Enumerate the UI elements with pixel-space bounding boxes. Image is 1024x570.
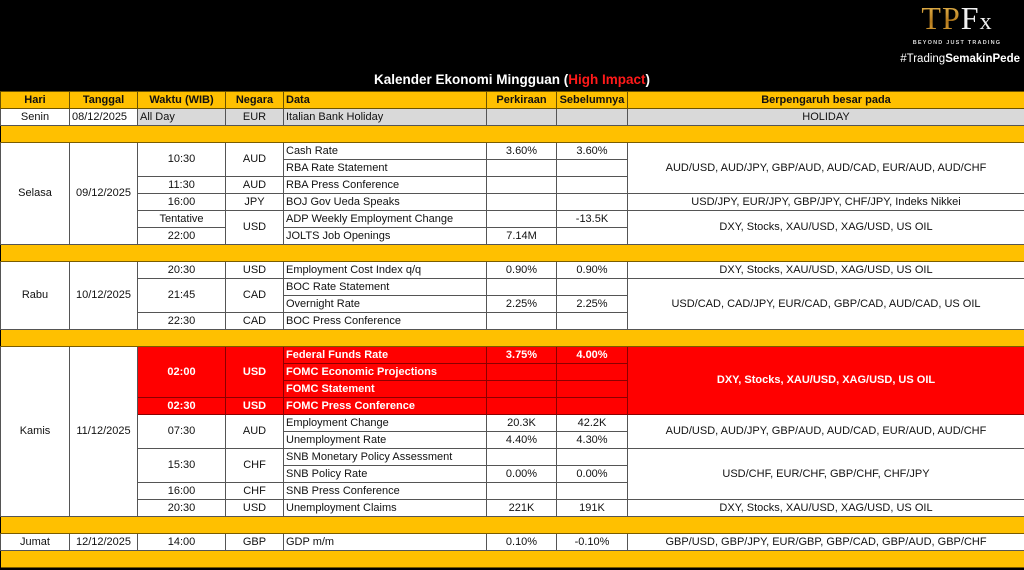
data-cell: Unemployment Claims (284, 500, 487, 517)
sebelumnya-cell: -13.5K (557, 211, 628, 228)
data-cell: BOC Rate Statement (284, 279, 487, 296)
sebelumnya-cell (557, 228, 628, 245)
col-data: Data (284, 92, 487, 109)
col-berpengaruh: Berpengaruh besar pada (628, 92, 1024, 109)
perkiraan-cell (487, 313, 557, 330)
data-cell: RBA Press Conference (284, 177, 487, 194)
table-row (1, 500, 1024, 517)
tpfx-logo (898, 2, 1016, 46)
spacer-row (1, 330, 1024, 347)
hari-cell: Senin (1, 109, 70, 126)
impact-cell: USD/CHF, EUR/CHF, GBP/CHF, CHF/JPY (628, 449, 1024, 500)
waktu-cell: 20:30 (138, 262, 226, 279)
col-sebelumnya: Sebelumnya (557, 92, 628, 109)
negara-cell: AUD (226, 143, 284, 177)
table-row (1, 211, 1024, 228)
waktu-cell: 02:30 (138, 398, 226, 415)
sebelumnya-cell (557, 483, 628, 500)
tanggal-cell: 08/12/2025 (70, 109, 138, 126)
data-cell: Employment Cost Index q/q (284, 262, 487, 279)
impact-cell: HOLIDAY (628, 109, 1024, 126)
negara-cell: GBP (226, 534, 284, 551)
sebelumnya-cell: 0.90% (557, 262, 628, 279)
logo-tp-text: TP (921, 0, 961, 36)
table-row-jumat (1, 534, 1024, 551)
impact-cell: DXY, Stocks, XAU/USD, XAG/USD, US OIL (628, 500, 1024, 517)
perkiraan-cell (487, 211, 557, 228)
perkiraan-cell: 3.60% (487, 143, 557, 160)
page-title (0, 72, 1024, 87)
negara-cell: AUD (226, 415, 284, 449)
logo-tagline: BEYOND JUST TRADING (912, 40, 1002, 46)
hashtag-prefix: #Trading (900, 53, 946, 65)
waktu-cell: 16:00 (138, 483, 226, 500)
economic-calendar-table (0, 91, 1024, 568)
negara-cell: CHF (226, 449, 284, 483)
table-row (1, 415, 1024, 432)
negara-cell: JPY (226, 194, 284, 211)
waktu-cell: 21:45 (138, 279, 226, 313)
logo-f-text: F (960, 0, 980, 36)
data-cell: Overnight Rate (284, 296, 487, 313)
sebelumnya-cell: 42.2K (557, 415, 628, 432)
table-row-high-impact (1, 347, 1024, 364)
data-cell: JOLTS Job Openings (284, 228, 487, 245)
negara-cell: CAD (226, 313, 284, 330)
data-cell: FOMC Statement (284, 381, 487, 398)
data-cell: Employment Change (284, 415, 487, 432)
data-cell: Federal Funds Rate (284, 347, 487, 364)
perkiraan-cell (487, 381, 557, 398)
waktu-cell: Tentative (138, 211, 226, 228)
perkiraan-cell: 0.00% (487, 466, 557, 483)
table-row (1, 194, 1024, 211)
sebelumnya-cell: 3.60% (557, 143, 628, 160)
sebelumnya-cell (557, 194, 628, 211)
sebelumnya-cell: 191K (557, 500, 628, 517)
title-highlight: High Impact (568, 72, 646, 87)
tanggal-cell: 11/12/2025 (70, 347, 138, 517)
sebelumnya-cell: 4.30% (557, 432, 628, 449)
spacer-row (1, 517, 1024, 534)
column-header-row (1, 92, 1024, 109)
spacer-row (1, 126, 1024, 143)
data-cell: SNB Monetary Policy Assessment (284, 449, 487, 466)
perkiraan-cell: 20.3K (487, 415, 557, 432)
sebelumnya-cell (557, 381, 628, 398)
spacer-cell (1, 126, 1024, 143)
impact-cell: GBP/USD, GBP/JPY, EUR/GBP, GBP/CAD, GBP/AUD, GBP/CHF (628, 534, 1024, 551)
impact-cell: DXY, Stocks, XAU/USD, XAG/USD, US OIL (628, 347, 1024, 415)
perkiraan-cell (487, 398, 557, 415)
waktu-cell: 10:30 (138, 143, 226, 177)
data-cell: FOMC Press Conference (284, 398, 487, 415)
negara-cell: USD (226, 398, 284, 415)
waktu-cell: 16:00 (138, 194, 226, 211)
data-cell: BOC Press Conference (284, 313, 487, 330)
negara-cell: USD (226, 500, 284, 517)
col-tanggal: Tanggal (70, 92, 138, 109)
hari-cell: Jumat (1, 534, 70, 551)
data-cell: FOMC Economic Projections (284, 364, 487, 381)
tanggal-cell: 12/12/2025 (70, 534, 138, 551)
sebelumnya-cell (557, 313, 628, 330)
data-cell: BOJ Gov Ueda Speaks (284, 194, 487, 211)
col-negara: Negara (226, 92, 284, 109)
perkiraan-cell (487, 449, 557, 466)
spacer-cell (1, 551, 1024, 568)
hari-cell: Kamis (1, 347, 70, 517)
spacer-row (1, 551, 1024, 568)
sebelumnya-cell (557, 177, 628, 194)
title-main: Kalender Ekonomi Mingguan ( (373, 72, 569, 87)
table-row-senin (1, 109, 1024, 126)
waktu-cell: 02:00 (138, 347, 226, 398)
logo-x-text: x (979, 9, 993, 35)
data-cell: Cash Rate (284, 143, 487, 160)
perkiraan-cell (487, 177, 557, 194)
perkiraan-cell: 2.25% (487, 296, 557, 313)
sebelumnya-cell: -0.10% (557, 534, 628, 551)
hari-cell: Rabu (1, 262, 70, 330)
hari-cell: Selasa (1, 143, 70, 245)
waktu-cell: 14:00 (138, 534, 226, 551)
spacer-cell (1, 517, 1024, 534)
col-hari: Hari (1, 92, 70, 109)
negara-cell: USD (226, 262, 284, 279)
sebelumnya-cell: 2.25% (557, 296, 628, 313)
sebelumnya-cell (557, 364, 628, 381)
data-cell: GDP m/m (284, 534, 487, 551)
tanggal-cell: 10/12/2025 (70, 262, 138, 330)
sebelumnya-cell (557, 160, 628, 177)
impact-cell: DXY, Stocks, XAU/USD, XAG/USD, US OIL (628, 262, 1024, 279)
waktu-cell: 22:00 (138, 228, 226, 245)
waktu-cell: 15:30 (138, 449, 226, 483)
sebelumnya-cell (557, 279, 628, 296)
impact-cell: AUD/USD, AUD/JPY, GBP/AUD, AUD/CAD, EUR/AUD, AUD/CHF (628, 415, 1024, 449)
perkiraan-cell: 0.10% (487, 534, 557, 551)
negara-cell: USD (226, 347, 284, 398)
perkiraan-cell (487, 194, 557, 211)
perkiraan-cell (487, 279, 557, 296)
spacer-row (1, 245, 1024, 262)
hashtag (900, 53, 1020, 65)
impact-cell: AUD/USD, AUD/JPY, GBP/AUD, AUD/CAD, EUR/AUD, AUD/CHF (628, 143, 1024, 194)
table-row (1, 143, 1024, 160)
negara-cell: CAD (226, 279, 284, 313)
spacer-cell (1, 245, 1024, 262)
waktu-cell: 07:30 (138, 415, 226, 449)
spacer-cell (1, 330, 1024, 347)
perkiraan-cell: 7.14M (487, 228, 557, 245)
title-close: ) (645, 72, 651, 87)
sebelumnya-cell (557, 109, 628, 126)
data-cell: ADP Weekly Employment Change (284, 211, 487, 228)
impact-cell: USD/JPY, EUR/JPY, GBP/JPY, CHF/JPY, Indeks Nikkei (628, 194, 1024, 211)
perkiraan-cell: 4.40% (487, 432, 557, 449)
table-row (1, 279, 1024, 296)
impact-cell: USD/CAD, CAD/JPY, EUR/CAD, GBP/CAD, AUD/CAD, US OIL (628, 279, 1024, 330)
data-cell: Italian Bank Holiday (284, 109, 487, 126)
perkiraan-cell: 0.90% (487, 262, 557, 279)
perkiraan-cell: 221K (487, 500, 557, 517)
perkiraan-cell (487, 160, 557, 177)
sebelumnya-cell (557, 449, 628, 466)
data-cell: SNB Policy Rate (284, 466, 487, 483)
data-cell: RBA Rate Statement (284, 160, 487, 177)
waktu-cell: 20:30 (138, 500, 226, 517)
negara-cell: AUD (226, 177, 284, 194)
sebelumnya-cell: 4.00% (557, 347, 628, 364)
table-row (1, 449, 1024, 466)
tanggal-cell: 09/12/2025 (70, 143, 138, 245)
col-perkiraan: Perkiraan (487, 92, 557, 109)
sebelumnya-cell (557, 398, 628, 415)
waktu-cell: 22:30 (138, 313, 226, 330)
sebelumnya-cell: 0.00% (557, 466, 628, 483)
data-cell: SNB Press Conference (284, 483, 487, 500)
negara-cell: CHF (226, 483, 284, 500)
top-banner (0, 0, 1024, 91)
perkiraan-cell (487, 109, 557, 126)
perkiraan-cell: 3.75% (487, 347, 557, 364)
data-cell: Unemployment Rate (284, 432, 487, 449)
perkiraan-cell (487, 364, 557, 381)
perkiraan-cell (487, 483, 557, 500)
table-row (1, 262, 1024, 279)
col-waktu: Waktu (WIB) (138, 92, 226, 109)
impact-cell: DXY, Stocks, XAU/USD, XAG/USD, US OIL (628, 211, 1024, 245)
waktu-cell: 11:30 (138, 177, 226, 194)
negara-cell: USD (226, 211, 284, 245)
negara-cell: EUR (226, 109, 284, 126)
hashtag-bold: SemakinPede (945, 53, 1020, 65)
waktu-cell: All Day (138, 109, 226, 126)
